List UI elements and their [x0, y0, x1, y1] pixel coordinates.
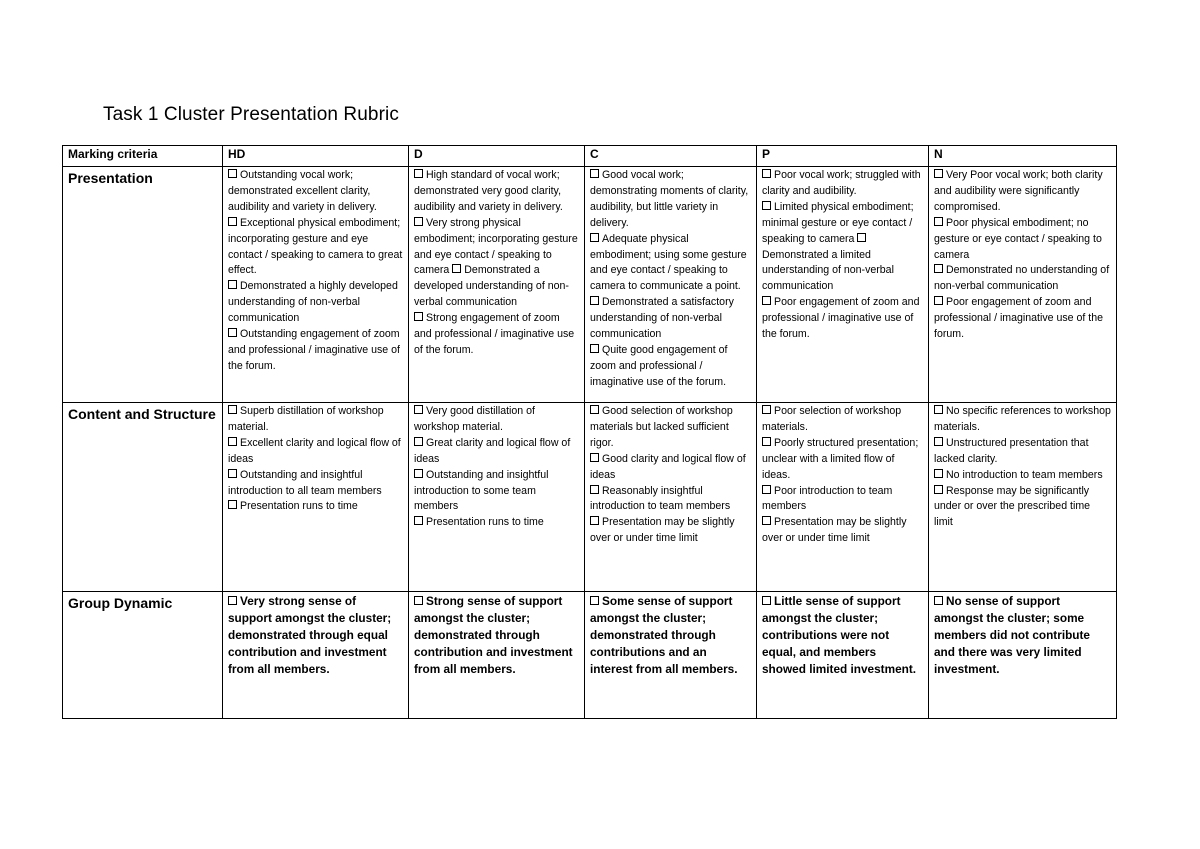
checkbox-icon: [590, 233, 599, 242]
checkbox-icon: [228, 405, 237, 414]
cell-content-d: [409, 403, 585, 592]
cell-content-c: [585, 403, 757, 592]
checkbox-icon: [934, 264, 943, 273]
rubric-item: No sense of support amongst the cluster; some members did not contribute and there was very limited investment.: [934, 594, 1090, 676]
rubric-item: Presentation may be slightly over or under time limit: [590, 516, 735, 545]
rubric-item: Outstanding vocal work; demonstrated excellent clarity, audibility and variety in delivery.: [228, 169, 377, 213]
checkbox-icon: [414, 516, 423, 525]
checkbox-icon: [590, 405, 599, 414]
rubric-item: Good vocal work; demonstrating moments of clarity, audibility, but little variety in delivery.: [590, 169, 749, 229]
checkbox-icon: [452, 264, 461, 273]
checkbox-icon: [228, 217, 237, 226]
rubric-item: Some sense of support amongst the cluster; demonstrated through contributions and an interest from all members.: [590, 594, 738, 676]
checkbox-icon: [934, 169, 943, 178]
cell-group-c: [585, 592, 757, 719]
rubric-item: No introduction to team members: [934, 468, 1111, 484]
checkbox-icon: [762, 296, 771, 305]
header-hd: HD: [223, 146, 409, 167]
checkbox-icon: [228, 169, 237, 178]
checkbox-icon: [934, 596, 943, 605]
rubric-item: Presentation runs to time: [414, 515, 579, 531]
cell-presentation-n: [929, 167, 1117, 403]
rubric-item: Quite good engagement of zoom and professional / imaginative use of the forum.: [590, 343, 728, 388]
criterion-group-dynamic: Group Dynamic: [63, 592, 223, 719]
cell-group-p: [757, 592, 929, 719]
rubric-item: Little sense of support amongst the cluster; contributions were not equal, and members showed limited investment.: [762, 594, 917, 676]
row-content-structure: [63, 403, 1117, 592]
checkbox-icon: [228, 328, 237, 337]
rubric-item: High standard of vocal work; demonstrated very good clarity, audibility and variety in delivery.: [414, 169, 563, 213]
rubric-item: Poor vocal work; struggled with clarity and audibility.: [762, 169, 921, 197]
checkbox-icon: [762, 169, 771, 178]
checkbox-icon: [762, 516, 771, 525]
checkbox-icon: [228, 596, 237, 605]
checkbox-icon: [414, 596, 423, 605]
rubric-item: Reasonably insightful introduction to team members: [590, 484, 731, 513]
header-p: P: [757, 146, 929, 167]
cell-presentation-p: [757, 167, 929, 403]
header-marking-criteria: Marking criteria: [63, 146, 223, 167]
rubric-item: Poor engagement of zoom and professional / imaginative use of the forum.: [762, 296, 920, 341]
checkbox-icon: [590, 169, 599, 178]
checkbox-icon: [414, 469, 423, 478]
header-row: [63, 146, 1117, 167]
rubric-item: Poor selection of workshop materials.: [762, 405, 902, 433]
checkbox-icon: [414, 169, 423, 178]
cell-group-hd: [223, 592, 409, 719]
cell-group-d: [409, 592, 585, 719]
checkbox-icon: [414, 312, 423, 321]
cell-content-p: [757, 403, 929, 592]
rubric-item: Poor physical embodiment; no gesture or eye contact / speaking to camera: [934, 216, 1102, 261]
checkbox-icon: [934, 485, 943, 494]
cell-presentation-hd: [223, 167, 409, 403]
header-d: D: [409, 146, 585, 167]
header-c: C: [585, 146, 757, 167]
rubric-item: Good selection of workshop materials but lacked sufficient rigor.: [590, 405, 733, 449]
rubric-item: Demonstrated a satisfactory understanding of non-verbal communication: [590, 296, 734, 341]
checkbox-icon: [762, 596, 771, 605]
checkbox-icon: [934, 437, 943, 446]
checkbox-icon: [228, 280, 237, 289]
criterion-presentation: Presentation: [63, 167, 223, 403]
checkbox-icon: [590, 485, 599, 494]
rubric-item: Poorly structured presentation; unclear with a limited flow of ideas.: [762, 436, 919, 481]
checkbox-icon: [590, 596, 599, 605]
checkbox-icon: [762, 437, 771, 446]
checkbox-icon: [590, 453, 599, 462]
checkbox-icon: [762, 485, 771, 494]
checkbox-icon: [414, 437, 423, 446]
cell-group-n: [929, 592, 1117, 719]
row-presentation: [63, 167, 1117, 403]
checkbox-icon: [228, 500, 237, 509]
checkbox-icon: [228, 469, 237, 478]
checkbox-icon: [228, 437, 237, 446]
rubric-item: Adequate physical embodiment; using some gesture and eye contact / speaking to camera to communicate a point.: [590, 232, 747, 293]
checkbox-icon: [934, 217, 943, 226]
rubric-item: Good clarity and logical flow of ideas: [590, 452, 746, 481]
checkbox-icon: [762, 201, 771, 210]
page-title: Task 1 Cluster Presentation Rubric: [103, 104, 399, 125]
checkbox-icon: [934, 296, 943, 305]
rubric-item: Very good distillation of workshop material.: [414, 405, 535, 433]
rubric-item: Very Poor vocal work; both clarity and audibility were significantly compromised.: [934, 169, 1103, 213]
checkbox-icon: [414, 405, 423, 414]
checkbox-icon: [762, 405, 771, 414]
rubric-item: Very strong physical embodiment; incorporating gesture and eye contact / speaking to camera Demonstrated a developed understanding of non-verbal communication: [414, 216, 578, 309]
rubric-item: Very strong sense of support amongst the cluster; demonstrated through equal contribution and investment from all members.: [228, 594, 392, 676]
rubric-item: Presentation runs to time: [228, 499, 403, 515]
checkbox-icon: [590, 296, 599, 305]
rubric-item: Strong engagement of zoom and professional / imaginative use of the forum.: [414, 312, 575, 356]
checkbox-icon: [414, 217, 423, 226]
criterion-content-structure: Content and Structure: [63, 403, 223, 592]
rubric-item: Outstanding engagement of zoom and professional / imaginative use of the forum.: [228, 328, 400, 372]
rubric-item: Unstructured presentation that lacked clarity.: [934, 436, 1089, 465]
rubric-item: Demonstrated a highly developed understanding of non-verbal communication: [228, 280, 398, 325]
rubric-item: Limited physical embodiment; minimal gesture or eye contact / speaking to camera Demonstrated a limited understanding of non-verbal communication: [762, 200, 914, 293]
rubric-item: Exceptional physical embodiment; incorporating gesture and eye contact / speaking to camera to great effect.: [228, 216, 403, 277]
checkbox-icon: [590, 344, 599, 353]
cell-presentation-d: [409, 167, 585, 403]
rubric-item: Poor introduction to team members: [762, 484, 893, 513]
checkbox-icon: [934, 405, 943, 414]
cell-presentation-c: [585, 167, 757, 403]
rubric-item: Response may be significantly under or over the prescribed time limit: [934, 484, 1091, 529]
row-group-dynamic: [63, 592, 1117, 719]
rubric-item: Outstanding and insightful introduction to all team members: [228, 468, 382, 497]
header-n: N: [929, 146, 1117, 167]
rubric-item: No specific references to workshop materials.: [934, 405, 1111, 433]
rubric-item: Demonstrated no understanding of non-verbal communication: [934, 264, 1110, 293]
checkbox-icon: [590, 516, 599, 525]
checkbox-icon: [934, 469, 943, 478]
rubric-item: Outstanding and insightful introduction to some team members: [414, 468, 549, 513]
rubric-table: [62, 145, 1117, 719]
checkbox-icon: [857, 233, 866, 242]
rubric-item: Presentation may be slightly over or under time limit: [762, 516, 907, 545]
rubric-item: Excellent clarity and logical flow of ideas: [228, 436, 401, 465]
cell-content-hd: [223, 403, 409, 592]
rubric-item: Superb distillation of workshop material.: [228, 405, 384, 433]
rubric-item: Poor engagement of zoom and professional / imaginative use of the forum.: [934, 296, 1104, 341]
rubric-item: Great clarity and logical flow of ideas: [414, 436, 571, 465]
rubric-item: Strong sense of support amongst the cluster; demonstrated through contribution and investment from all members.: [414, 594, 573, 676]
cell-content-n: [929, 403, 1117, 592]
